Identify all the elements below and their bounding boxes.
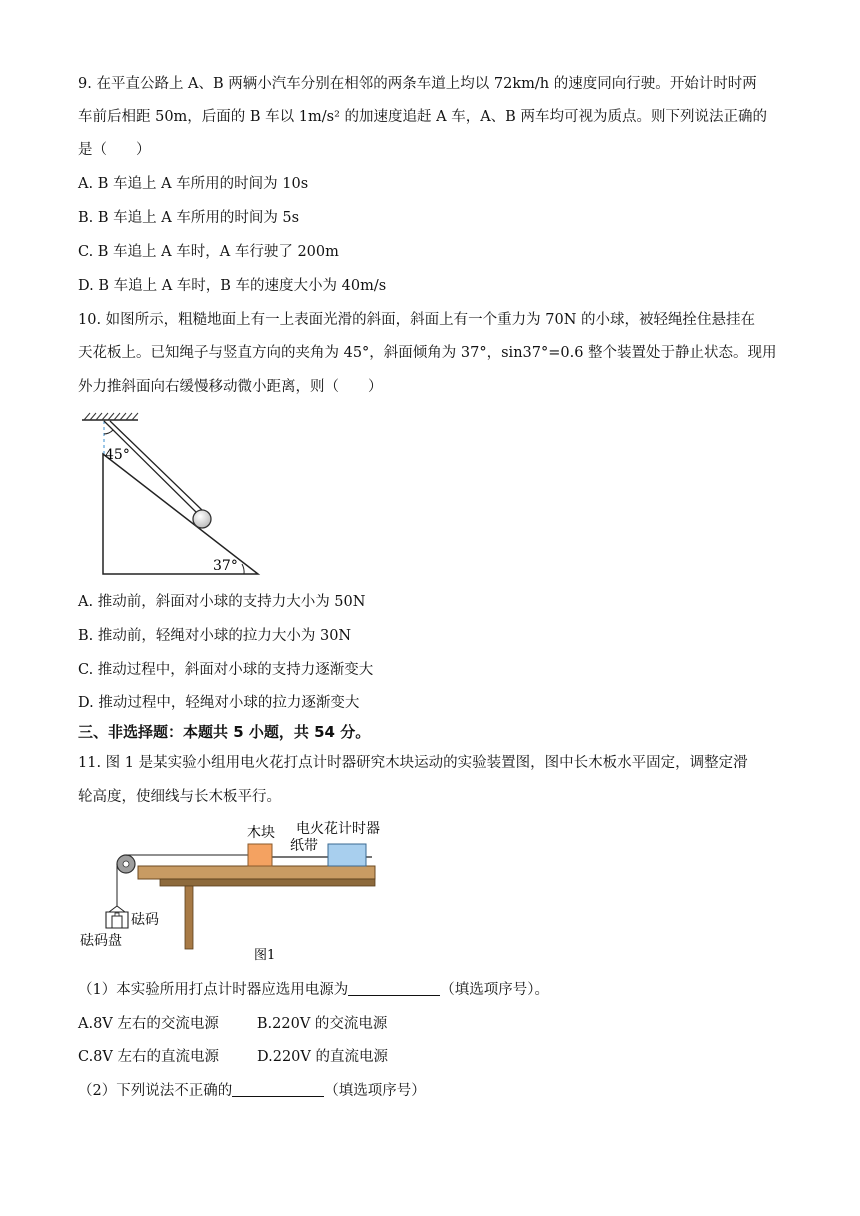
rope-line-1 [104,421,198,514]
q11-part2-prefix: （2）下列说法不正确的 [78,1083,233,1099]
section-heading: 三、非选择题：本题共 5 小题，共 54 分。 [78,723,371,741]
board-base [160,879,375,886]
q9-option-b: B. B 车追上 A 车所用的时间为 5s [78,210,300,226]
pan-hook [109,906,125,912]
q11-part1-suffix: （填选项序号）。 [440,982,549,998]
q11-part1 [78,980,549,1000]
angle-label-37: 37° [213,558,238,574]
q11-part1-option-c: C.8V 左右的直流电源 [78,1049,219,1065]
q10-option-b: B. 推动前，轻绳对小球的拉力大小为 30N [78,628,352,644]
long-board [138,866,375,879]
incline-triangle [103,454,258,574]
label-timer: 电火花计时器 [296,821,380,837]
table-leg [185,886,193,949]
q10-stem-line3: 外力推斜面向右缓慢移动微小距离，则（ ） [78,379,383,395]
q11-part2 [78,1081,426,1101]
q11-part2-suffix: （填选项序号） [324,1083,426,1099]
q10-stem-line2: 天花板上。已知绳子与竖直方向的夹角为 45°，斜面倾角为 37°，sin37°=0.6 整个装置处于静止状态。现用 [78,345,777,361]
label-weight: 砝码 [131,912,159,928]
q11-stem-line2: 轮高度，使细线与长木板平行。 [78,789,281,805]
wood-block [248,844,272,866]
q11-apparatus-figure [76,816,406,968]
ceiling-hatch [84,413,138,420]
q9-stem-line2: 车前后相距 50m，后面的 B 车以 1m/s² 的加速度追赶 A 车，A、B 两车均可视为质点。则下列说法正确的 [78,109,767,125]
q10-option-c: C. 推动过程中，斜面对小球的支持力逐渐变大 [78,662,374,678]
label-block: 木块 [247,825,275,841]
q11-part2-blank[interactable] [232,1082,324,1097]
weight-knob [115,913,119,916]
q11-part1-blank[interactable] [348,981,440,996]
angle-arc-37 [242,564,244,574]
q11-part1-options-row1 [78,1014,387,1034]
spark-timer [328,844,366,866]
q10-option-a: A. 推动前，斜面对小球的支持力大小为 50N [78,594,366,610]
weight [112,916,122,928]
ball [193,510,211,528]
q11-part1-option-b: B.220V 的交流电源 [256,1016,388,1032]
q11-stem-line1: 11. 图 1 是某实验小组用电火花打点计时器研究木块运动的实验装置图，图中长木板水平固定，调整定滑 [78,755,748,771]
rope-line-2 [110,421,202,510]
pulley-axle [123,861,129,867]
label-tape: 纸带 [290,838,318,854]
label-pan: 砝码盘 [80,933,122,949]
q10-incline-figure [76,404,276,580]
q10-stem-line1: 10. 如图所示，粗糙地面上有一上表面光滑的斜面，斜面上有一个重力为 70N 的小球，被轻绳拴住悬挂在 [78,312,756,328]
q9-stem-line1: 9. 在平直公路上 A、B 两辆小汽车分别在相邻的两条车道上均以 72km/h 的速度同向行驶。开始计时时两 [78,76,757,92]
q11-part1-prefix: （1）本实验所用打点计时器应选用电源为 [78,982,349,998]
q11-part1-options-row2 [78,1047,388,1067]
q10-option-d: D. 推动过程中，轻绳对小球的拉力逐渐变大 [78,695,360,711]
q9-stem-line3: 是（ ） [78,142,151,158]
q11-part1-option-d: D.220V 的直流电源 [257,1049,388,1065]
q9-option-a: A. B 车追上 A 车所用的时间为 10s [78,176,309,192]
q11-part1-option-a: A.8V 左右的交流电源 [78,1016,219,1032]
angle-arc-45 [104,430,113,434]
figure-caption: 图1 [254,948,276,963]
q9-option-d: D. B 车追上 A 车时，B 车的速度大小为 40m/s [78,278,387,294]
q9-option-c: C. B 车追上 A 车时，A 车行驶了 200m [78,244,339,260]
angle-label-45: 45° [105,447,130,463]
